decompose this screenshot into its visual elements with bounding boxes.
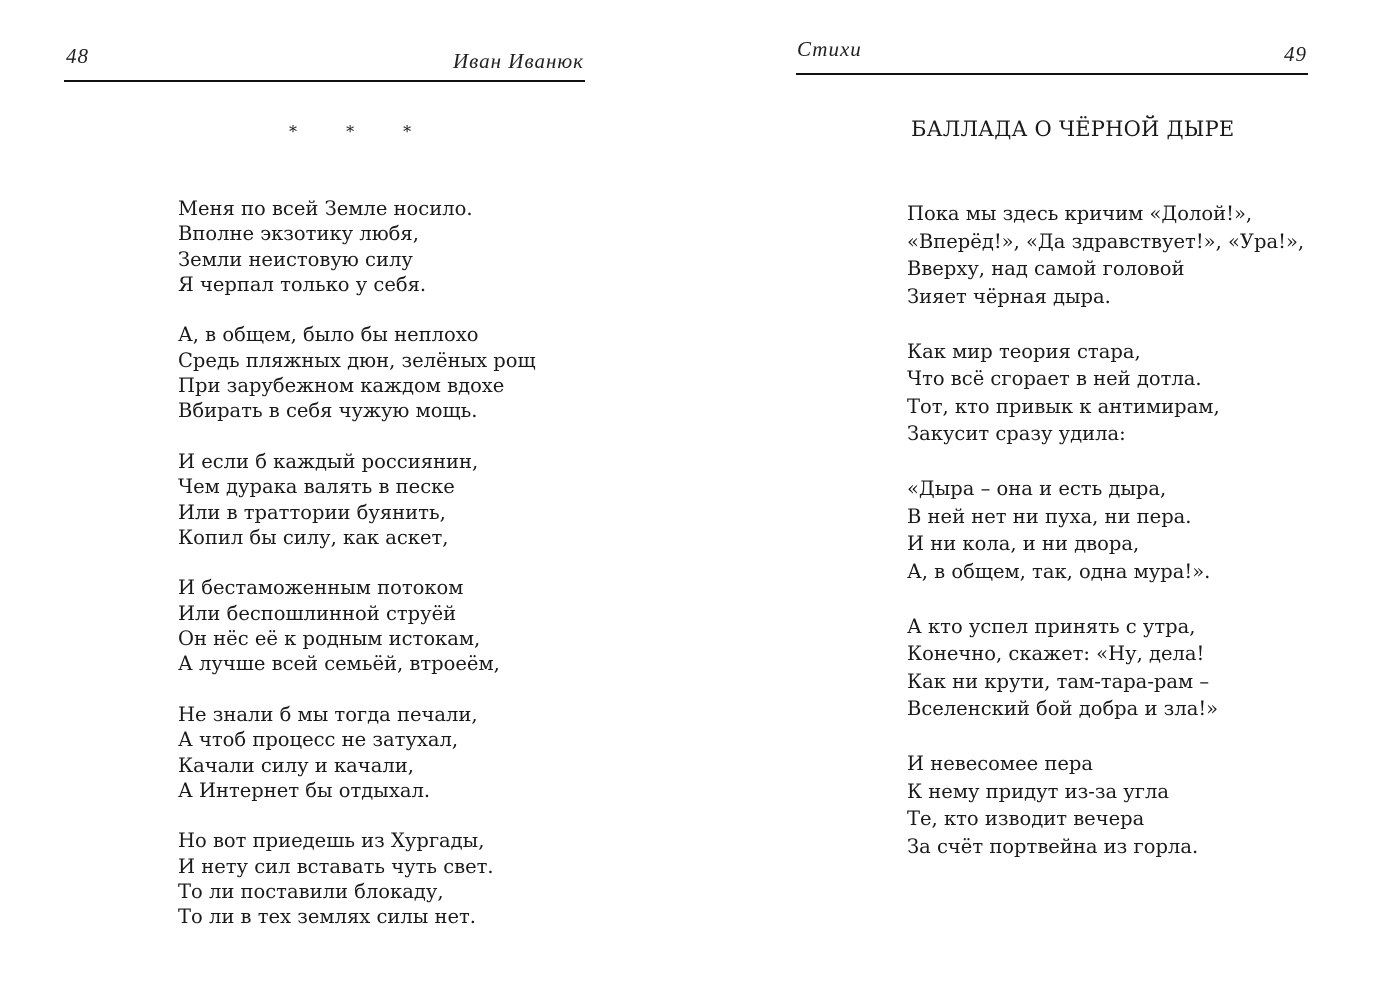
stanza: [907, 338, 1304, 448]
poem-line: Или беспошлинной струёй: [178, 601, 457, 625]
poem-line: Он нёс её к родным истокам,: [178, 627, 481, 651]
poem-line: А, в общем, было бы неплохо: [178, 323, 479, 347]
poem-line: А чтоб процесс не затухал,: [178, 728, 459, 752]
poem-line: Вбирать в себя чужую мощь.: [178, 399, 478, 423]
right-page: [691, 0, 1382, 1000]
poem-line: А лучше всей семьёй, втроеём,: [178, 652, 500, 676]
poem-line: Средь пляжных дюн, зелёных рощ: [178, 348, 536, 372]
poem-line: Как ни крути, там-тара-рам –: [907, 669, 1210, 693]
poem-line: Те, кто изводит вечера: [907, 807, 1145, 830]
poem-right: [907, 200, 1304, 888]
poem-line: Не знали б мы тогда печали,: [178, 702, 478, 726]
poem-line: Закусит сразу удила:: [907, 422, 1126, 445]
running-head-section: Стихи: [797, 37, 862, 61]
poem-line: К нему придут из-за угла: [907, 779, 1169, 803]
poem-line: То ли поставили блокаду,: [178, 880, 444, 904]
stanza: [178, 449, 536, 550]
poem-left: [178, 196, 536, 955]
poem-line: Но вот приедешь из Хургады,: [178, 829, 485, 853]
poem-line: Копил бы силу, как аскет,: [178, 525, 449, 549]
poem-line: А, в общем, так, одна мура!».: [907, 559, 1211, 583]
poem-line: То ли в тех землях силы нет.: [178, 905, 477, 929]
poem-line: «Дыра – она и есть дыра,: [907, 477, 1167, 500]
poem-line: Как мир теория стара,: [907, 339, 1141, 363]
poem-line: И если б каждый россиянин,: [178, 449, 479, 473]
running-head-author: Иван Иванюк: [453, 49, 584, 73]
poem-line: Что всё сгорает в ней дотла.: [907, 367, 1202, 390]
poem-line: В ней нет ни пуха, ни пера.: [907, 504, 1192, 528]
stanza: [907, 200, 1304, 310]
poem-line: А кто успел принять с утра,: [907, 614, 1196, 638]
poem-line: Земли неистовую силу: [178, 247, 413, 271]
header-rule-right: [796, 73, 1308, 75]
poem-line: А Интернет бы отдыхал.: [178, 778, 431, 802]
stanza: [907, 750, 1304, 860]
header-rule-left: [64, 80, 585, 82]
poem-line: И невесомее пера: [907, 752, 1094, 775]
poem-line: Качали силу и качали,: [178, 753, 414, 777]
stanza: [178, 196, 536, 297]
stanza: [907, 613, 1304, 723]
poem-line: Я черпал только у себя.: [178, 272, 427, 296]
stanza: [178, 702, 536, 803]
poem-line: И бестаможенным потоком: [178, 576, 464, 600]
stanza: [178, 828, 536, 929]
poem-line: Чем дурака валять в песке: [178, 475, 455, 499]
stanza: [907, 475, 1304, 585]
stanza-separator-stars: * * *: [289, 122, 434, 141]
poem-line: Вверху, над самой головой: [907, 257, 1185, 280]
poem-line: Вселенский бой добра и зла!»: [907, 697, 1219, 720]
poem-line: При зарубежном каждом вдохе: [178, 374, 505, 398]
poem-line: За счёт портвейна из горла.: [907, 834, 1199, 858]
poem-line: Пока мы здесь кричим «Долой!»,: [907, 202, 1253, 225]
poem-title: БАЛЛАДА О ЧЁРНОЙ ДЫРЕ: [911, 117, 1235, 141]
poem-line: Вполне экзотику любя,: [178, 222, 419, 246]
poem-line: Тот, кто привык к антимирам,: [907, 394, 1220, 418]
poem-line: «Вперёд!», «Да здравствует!», «Ура!»,: [907, 229, 1305, 253]
poem-line: Конечно, скажет: «Ну, дела!: [907, 642, 1205, 665]
poem-line: Меня по всей Земле носило.: [178, 197, 473, 220]
stanza: [178, 322, 536, 423]
page-number-right: 49: [1284, 42, 1307, 66]
poem-line: И ни кола, и ни двора,: [907, 532, 1140, 555]
stanza: [178, 575, 536, 676]
poem-line: Зияет чёрная дыра.: [907, 284, 1111, 308]
page-number-left: 48: [66, 44, 89, 68]
poem-line: Или в траттории буянить,: [178, 500, 446, 524]
poem-line: И нету сил вставать чуть свет.: [178, 854, 494, 878]
